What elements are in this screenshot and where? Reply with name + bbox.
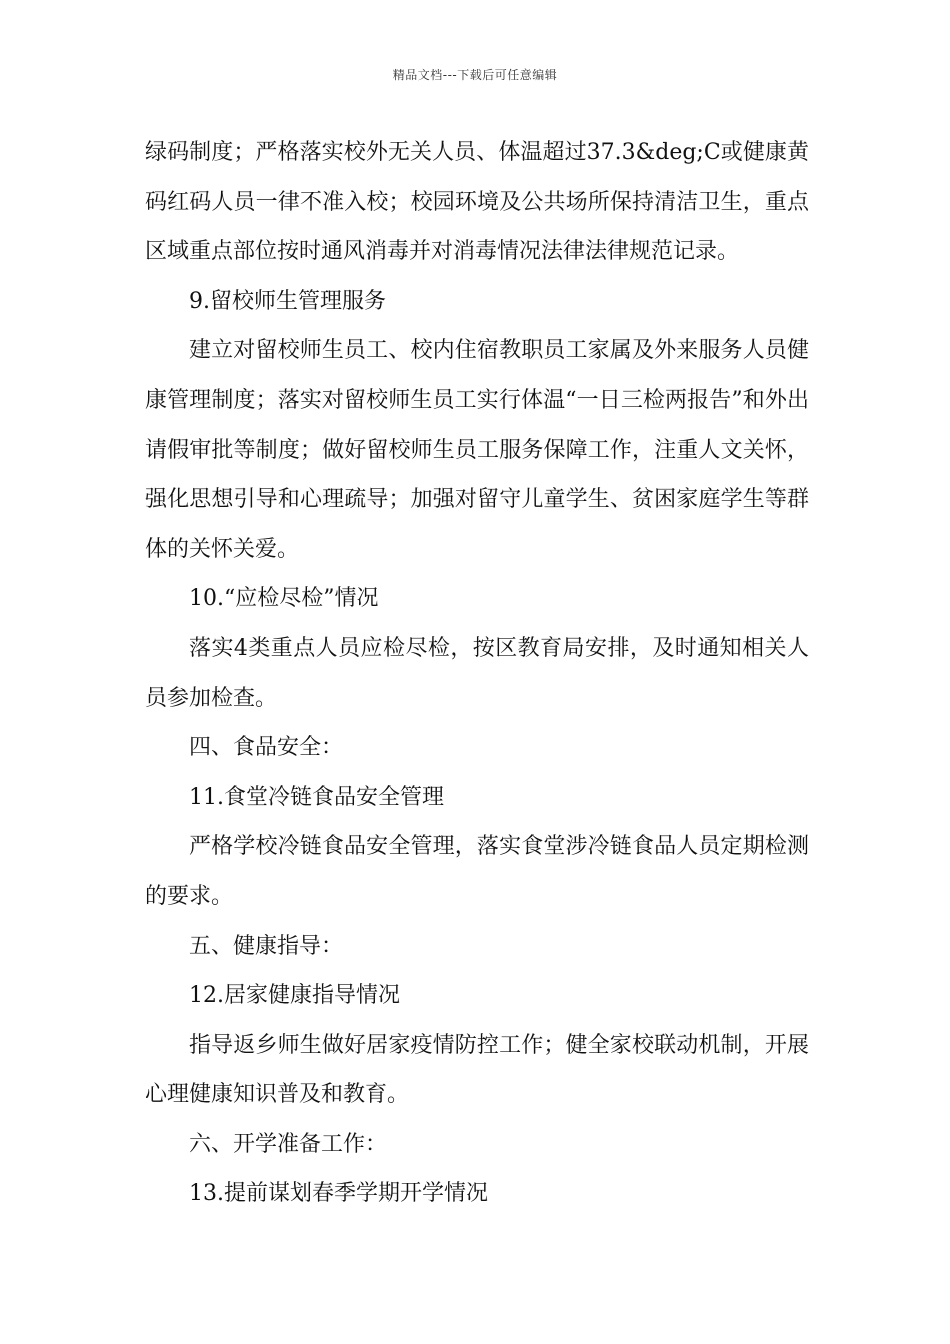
chapter-heading-food-safety: 四、食品安全： xyxy=(189,735,344,761)
section-heading-9: 9.留校师生管理服务 xyxy=(189,288,386,314)
paragraph-continuation: 绿码制度；严格落实校外无关人员、体温超过37.3&deg;C或健康黄码红码人员一律不准入校；校园环境及公共场所保持清洁卫生，重点区域重点部位按时通风消毒并对消毒情况法律法律规范记录。 xyxy=(145,140,809,265)
paragraph-10-body: 落实4类重点人员应检尽检，按区教育局安排，及时通知相关人员参加检查。 xyxy=(145,635,809,711)
section-heading-12: 12.居家健康指导情况 xyxy=(189,983,400,1009)
document-body xyxy=(145,128,809,1219)
section-heading-13: 13.提前谋划春季学期开学情况 xyxy=(189,1181,488,1207)
page-header: 精品文档---下载后可任意编辑 xyxy=(392,68,558,82)
paragraph-11-body: 严格学校冷链食品安全管理，落实食堂涉冷链食品人员定期检测的要求。 xyxy=(145,834,809,909)
paragraph-9-body: 建立对留校师生员工、校内住宿教职员工家属及外来服务人员健康管理制度；落实对留校师生员工实行体温“一日三检两报告”和外出请假审批等制度；做好留校师生员工服务保障工作，注重人文关怀，强化思想引导和心理疏导；加强对留守儿童学生、贫困家庭学生等群体的关怀关爱。 xyxy=(145,338,809,562)
chapter-heading-health-guidance: 五、健康指导： xyxy=(189,933,344,959)
paragraph-12-body: 指导返乡师生做好居家疫情防控工作；健全家校联动机制，开展心理健康知识普及和教育。 xyxy=(145,1032,809,1108)
section-heading-10: 10.“应检尽检”情况 xyxy=(189,586,379,612)
chapter-heading-school-opening: 六、开学准备工作： xyxy=(189,1131,388,1157)
section-heading-11: 11.食堂冷链食品安全管理 xyxy=(189,784,444,810)
